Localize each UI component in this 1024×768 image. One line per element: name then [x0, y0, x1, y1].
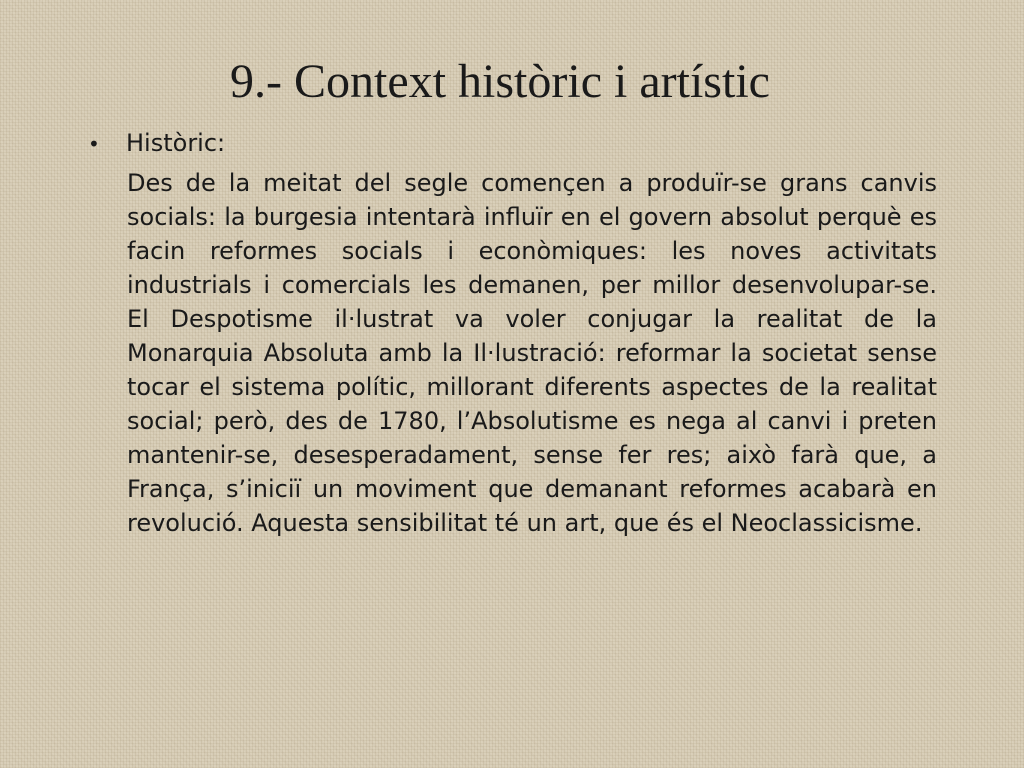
slide-title: 9.- Context històric i artístic	[230, 55, 770, 108]
bullet-icon: •	[88, 132, 100, 156]
body-paragraph: Des de la meitat del segle començen a produïr-se grans canvis socials: la burgesia intentarà influïr en el govern absolut perquè es facin reformes socials i econòmiques: les noves activitats industrials i comercials les demanen, per millor desenvolupar-se. El Despotisme il·lustrat va voler conjugar la realitat de la Monarquia Absoluta amb la Il·lustració: reformar la societat sense tocar el sistema polític, millorant diferents aspectes de la realitat social; però, des de 1780, l’Absolutisme es nega al canvi i preten mantenir-se, desesperadament, sense fer res; això farà que, a França, s’iniciï un moviment que demanant reformes acabarà en revolució. Aquesta sensibilitat té un art, que és el Neoclassicisme.	[127, 169, 937, 537]
bullet-label: Històric:	[126, 129, 226, 157]
bullet-item-historic	[88, 126, 225, 161]
